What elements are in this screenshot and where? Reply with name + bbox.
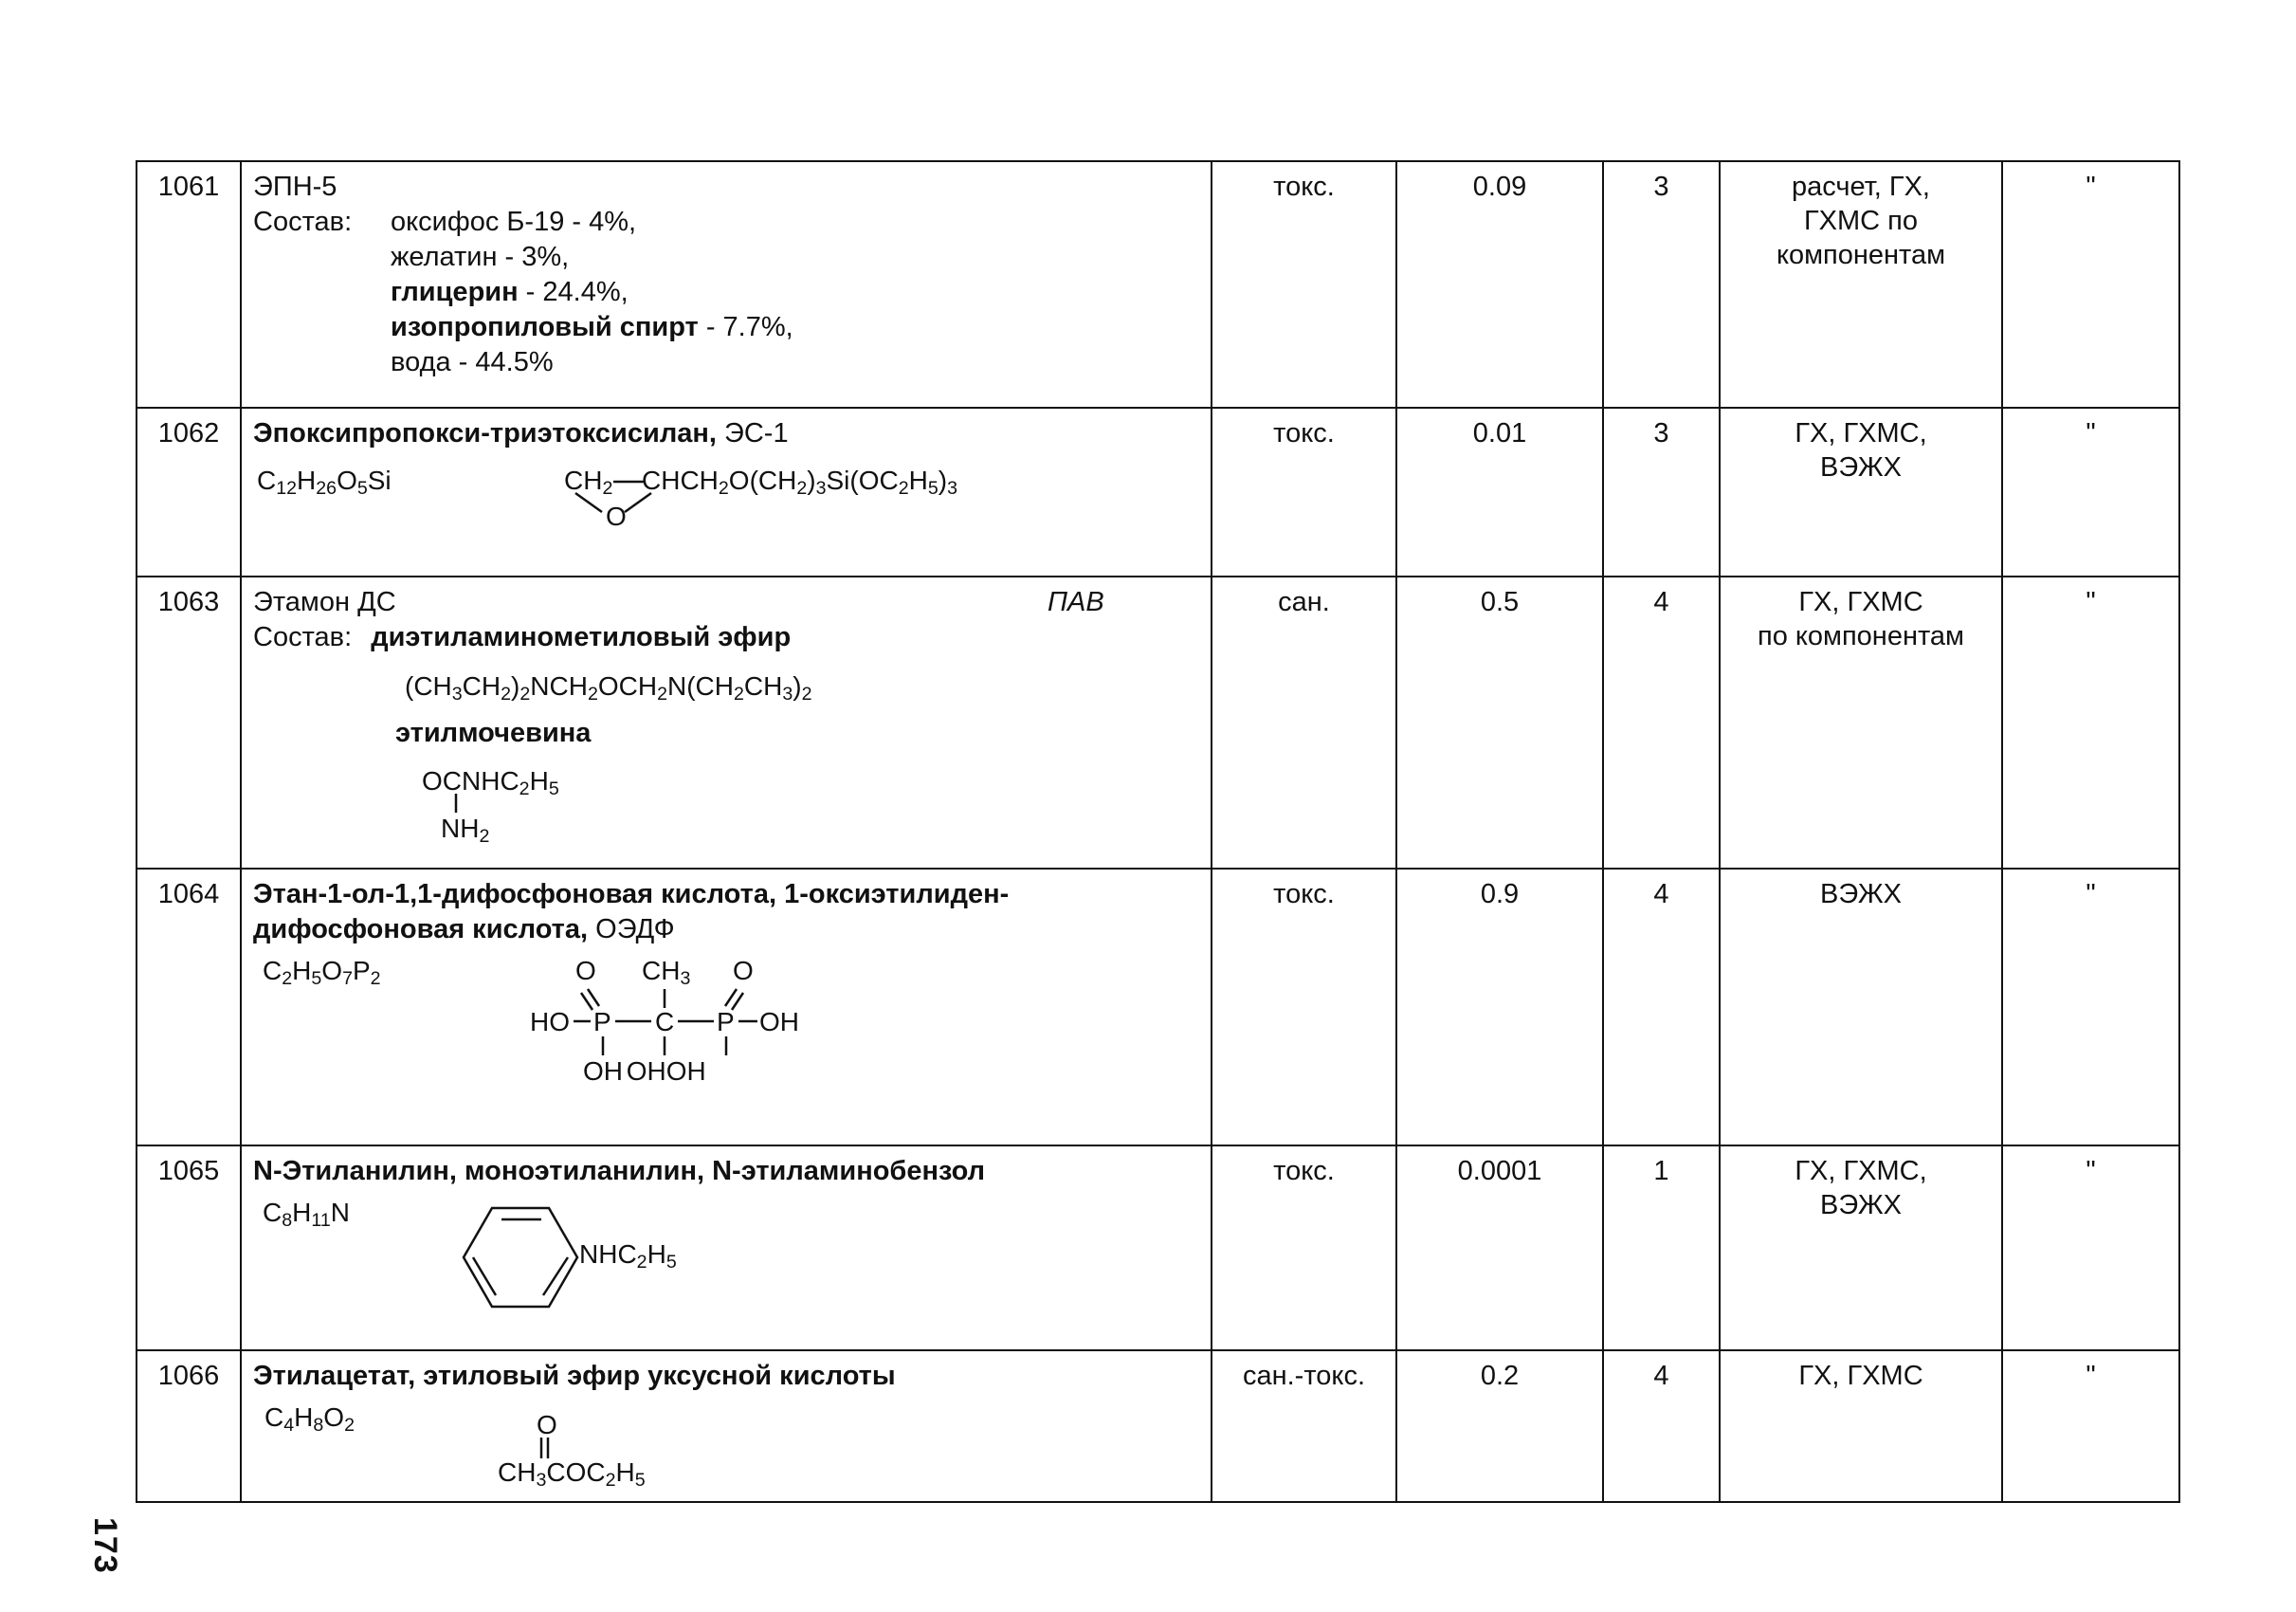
category-tag: ПАВ <box>1048 587 1104 617</box>
analysis-method <box>1720 408 2002 577</box>
method-line: ГХ, ГХМС <box>1798 587 1923 617</box>
hazard-type: токс. <box>1212 869 1396 1145</box>
method-line: ГХ, ГХМС <box>1798 1361 1923 1391</box>
hazard-type: токс. <box>1212 1145 1396 1350</box>
component-name: изопропиловый спирт <box>391 312 699 342</box>
oxygen-left: O <box>575 956 596 985</box>
method-line: ВЭЖХ <box>1820 452 1902 483</box>
limit-value: 0.9 <box>1396 869 1603 1145</box>
composition-line <box>253 205 1199 240</box>
urea-bond <box>253 655 632 854</box>
hazard-class: 4 <box>1603 869 1720 1145</box>
epoxide-oxygen: O <box>606 502 627 531</box>
structure-block <box>253 1394 1199 1489</box>
composition-label: Состав: <box>253 207 353 237</box>
hazard-class: 3 <box>1603 408 1720 577</box>
component-pct: - 3%, <box>497 242 570 272</box>
urea-structure-bottom: $NH_2$ <box>441 814 490 847</box>
substance-name: дифосфоновая кислота, <box>253 914 589 944</box>
row-number: 1064 <box>137 869 241 1145</box>
composition-line <box>253 240 1199 275</box>
substance-cell <box>241 577 1212 869</box>
method-line: по компонентам <box>1758 621 1964 651</box>
hydroxyl-right: OH <box>759 1007 799 1036</box>
page-number: 173 <box>87 1517 123 1574</box>
component-structure: $(CH_3CH_2)_2NCH_2OCH_2N(CH_2CH_3)_2$ <box>405 671 812 705</box>
limit-value: 0.2 <box>1396 1350 1603 1502</box>
component-name: диэтиламинометиловый эфир <box>371 622 792 652</box>
substance-title: Этан-1-ол-1,1-дифосфоновая кислота, 1-оксиэтилиден- <box>253 879 1010 909</box>
hazard-class: 3 <box>1603 161 1720 408</box>
analysis-method <box>1720 869 2002 1145</box>
amino-substituent: $NHC_2H_5$ <box>579 1239 677 1273</box>
epoxide-ch2: $CH_2$ <box>564 466 613 499</box>
method-line: ГХМС по <box>1803 206 1919 236</box>
composition-label: Состав: <box>253 622 353 652</box>
phosphorus-right: P <box>717 1007 735 1036</box>
component-pct: - 4%, <box>564 207 637 237</box>
substance-title-cont <box>253 912 1199 947</box>
substance-title <box>253 416 1199 451</box>
hazard-type: токс. <box>1212 161 1396 408</box>
substance-cell <box>241 408 1212 577</box>
oxygen-right: O <box>733 956 754 985</box>
substance-code: ОЭДФ <box>588 914 675 944</box>
hazard-type: сан. <box>1212 577 1396 869</box>
composition-line <box>253 620 1199 655</box>
component-name: глицерин <box>391 277 519 307</box>
structure-block <box>253 451 1199 556</box>
method-line: ВЭЖХ <box>1820 1190 1902 1220</box>
substance-cell <box>241 869 1212 1145</box>
substance-title-line <box>253 585 1199 620</box>
epoxide-chain: $CHCH_2O(CH_2)_3Si(OC_2H_5)_3$ <box>642 466 957 499</box>
method-line: ГХ, ГХМС, <box>1795 1156 1927 1186</box>
urea-structure-top: $OCNHC_2H_5$ <box>422 766 559 799</box>
structure-block <box>253 655 1199 860</box>
ditto-mark: " <box>2002 577 2179 869</box>
table-row <box>137 408 2179 577</box>
ester-structure: $CH_3COC_2H_5$ <box>498 1457 646 1491</box>
epoxide-bonds <box>253 451 727 546</box>
component-name: этилмочевина <box>395 718 592 748</box>
component-pct: - 24.4%, <box>518 277 629 307</box>
substance-cell <box>241 161 1212 408</box>
molecular-formula: $C_8H_{11}N$ <box>263 1198 350 1231</box>
substance-cell <box>241 1350 1212 1502</box>
table-row <box>137 577 2179 869</box>
row-number: 1063 <box>137 577 241 869</box>
molecular-formula: $C_{12}H_{26}O_5Si$ <box>257 466 392 499</box>
structure-block <box>253 1189 1199 1331</box>
substance-code: ЭС-1 <box>716 418 789 449</box>
structure-block <box>253 947 1199 1137</box>
substance-title: ЭПН-5 <box>253 172 337 202</box>
method-line: расчет, ГХ, <box>1792 172 1930 202</box>
limit-value: 0.01 <box>1396 408 1603 577</box>
table-row <box>137 869 2179 1145</box>
ditto-mark: " <box>2002 408 2179 577</box>
composition-line <box>253 310 1199 345</box>
benzene-ring-icon <box>253 1189 632 1331</box>
component-pct: - 44.5% <box>450 347 554 377</box>
component-name: желатин <box>391 242 498 272</box>
hazard-class: 4 <box>1603 577 1720 869</box>
substance-title: N-Этиланилин, моноэтиланилин, N-этиламинобензол <box>253 1156 986 1186</box>
substance-name: Эпоксипропокси-триэтоксисилан, <box>253 418 717 449</box>
substances-table <box>136 160 2180 1503</box>
analysis-method <box>1720 1145 2002 1350</box>
method-line: ВЭЖХ <box>1820 879 1902 909</box>
analysis-method <box>1720 577 2002 869</box>
method-line: компонентам <box>1776 240 1946 270</box>
method-line: ГХ, ГХМС, <box>1795 418 1927 449</box>
limit-value: 0.5 <box>1396 577 1603 869</box>
hazard-type: сан.-токс. <box>1212 1350 1396 1502</box>
central-carbon: C <box>655 1007 675 1036</box>
hazard-class: 1 <box>1603 1145 1720 1350</box>
table-row <box>137 1145 2179 1350</box>
analysis-method <box>1720 161 2002 408</box>
substance-cell <box>241 1145 1212 1350</box>
ditto-mark: " <box>2002 161 2179 408</box>
hazard-class: 4 <box>1603 1350 1720 1502</box>
ditto-mark: " <box>2002 869 2179 1145</box>
component-name: вода <box>391 347 451 377</box>
ditto-mark: " <box>2002 1145 2179 1350</box>
hazard-type: токс. <box>1212 408 1396 577</box>
limit-value: 0.09 <box>1396 161 1603 408</box>
molecular-formula: $C_4H_8O_2$ <box>264 1402 355 1436</box>
limit-value: 0.0001 <box>1396 1145 1603 1350</box>
component-name: оксифос Б-19 <box>391 207 565 237</box>
substance-title: Этамон ДС <box>253 587 396 617</box>
substance-title: Этилацетат, этиловый эфир уксусной кислоты <box>253 1361 896 1391</box>
row-number: 1061 <box>137 161 241 408</box>
table-row <box>137 161 2179 408</box>
row-number: 1065 <box>137 1145 241 1350</box>
hydroxyl-bottom: OH OHOH <box>583 1056 706 1086</box>
carbonyl-oxygen: O <box>537 1410 557 1439</box>
molecular-formula: $C_2H_5O_7P_2$ <box>263 956 381 989</box>
analysis-method <box>1720 1350 2002 1502</box>
composition-line <box>253 275 1199 310</box>
table-row <box>137 1350 2179 1502</box>
composition-line <box>253 345 1199 380</box>
row-number: 1066 <box>137 1350 241 1502</box>
row-number: 1062 <box>137 408 241 577</box>
methyl-group: $CH_3$ <box>642 956 691 989</box>
component-pct: - 7.7%, <box>698 312 793 342</box>
ditto-mark: " <box>2002 1350 2179 1502</box>
phosphorus-left: P <box>593 1007 611 1036</box>
hydroxyl-left: HO <box>530 1007 570 1036</box>
